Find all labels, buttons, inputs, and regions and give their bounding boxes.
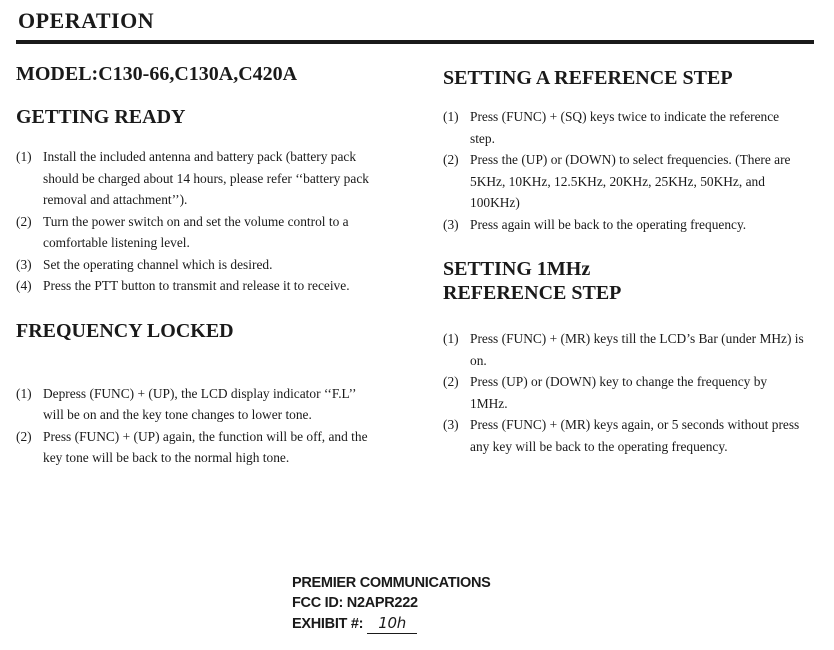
list-item [16, 426, 378, 469]
item-text: Install the included antenna and battery pack (battery pack should be charged about 14 hours, please refer ‘‘battery pack removal and attachment’’). [43, 149, 369, 207]
reference-step-heading: SETTING A REFERENCE STEP [443, 67, 733, 89]
model-heading: MODEL:C130-66,C130A,C420A [16, 63, 298, 85]
header-divider [16, 40, 814, 44]
item-number: (4) [16, 278, 32, 293]
mhz-step-list [443, 328, 805, 457]
list-item [443, 371, 805, 414]
item-text: Press the PTT button to transmit and release it to receive. [43, 278, 350, 293]
item-number: (2) [16, 428, 32, 444]
item-number: (2) [443, 152, 459, 167]
list-item [16, 383, 378, 426]
list-item [443, 149, 805, 214]
page-title: OPERATION [18, 8, 155, 33]
list-item [443, 414, 805, 457]
item-number: (2) [443, 374, 459, 389]
item-number: (1) [16, 385, 32, 401]
item-text: Turn the power switch on and set the volume control to a comfortable listening level. [43, 213, 349, 250]
list-item [16, 146, 378, 211]
item-text: Press (FUNC) + (SQ) keys twice to indicate the reference step. [470, 109, 780, 146]
left-column [16, 62, 378, 469]
exhibit-label: EXHIBIT #: [292, 616, 364, 632]
list-item [443, 328, 805, 371]
right-column [443, 66, 805, 457]
item-number: (1) [16, 149, 32, 164]
reference-step-list [443, 106, 805, 235]
item-text: Depress (FUNC) + (UP), the LCD display indicator ‘‘F.L’’ will be on and the key tone changes to lower tone. [43, 385, 356, 422]
item-number: (3) [16, 256, 32, 272]
item-text: Press (FUNC) + (MR) keys again, or 5 seconds without press any key will be back to the operating frequency. [470, 417, 800, 454]
item-number: (3) [443, 417, 459, 432]
mhz-heading-line2: REFERENCE STEP [443, 282, 622, 304]
mhz-heading-line1: SETTING 1MHz [443, 258, 591, 280]
getting-ready-heading: GETTING READY [16, 106, 186, 128]
list-item [443, 106, 805, 149]
exhibit-stamp [292, 573, 491, 634]
item-text: Press (FUNC) + (MR) keys till the LCD’s Bar (under MHz) is on. [470, 331, 804, 368]
list-item [16, 254, 378, 276]
list-item [16, 211, 378, 254]
frequency-locked-list [16, 383, 378, 469]
mhz-step-heading [443, 257, 805, 305]
item-number: (3) [443, 216, 459, 232]
list-item [16, 275, 378, 297]
frequency-locked-heading: FREQUENCY LOCKED [16, 319, 234, 342]
item-number: (1) [443, 109, 459, 124]
company-name: PREMIER COMMUNICATIONS [292, 575, 491, 591]
item-text: Press (FUNC) + (UP) again, the function will be off, and the key tone will be back to the normal high tone. [43, 428, 368, 465]
item-text: Press again will be back to the operating frequency. [470, 216, 747, 232]
item-text: Set the operating channel which is desired. [43, 256, 273, 272]
item-number: (2) [16, 213, 32, 229]
item-number: (1) [443, 331, 459, 346]
exhibit-number: 10h [367, 613, 417, 634]
getting-ready-list [16, 146, 378, 297]
exhibit-line [292, 613, 491, 634]
item-text: Press (UP) or (DOWN) key to change the frequency by 1MHz. [470, 374, 768, 411]
item-text: Press the (UP) or (DOWN) to select frequencies. (There are 5KHz, 10KHz, 12.5KHz, 20KHz, 25KHz, 50KHz, and 100KHz) [470, 152, 791, 210]
fcc-id: FCC ID: N2APR222 [292, 595, 418, 611]
list-item [443, 214, 805, 236]
